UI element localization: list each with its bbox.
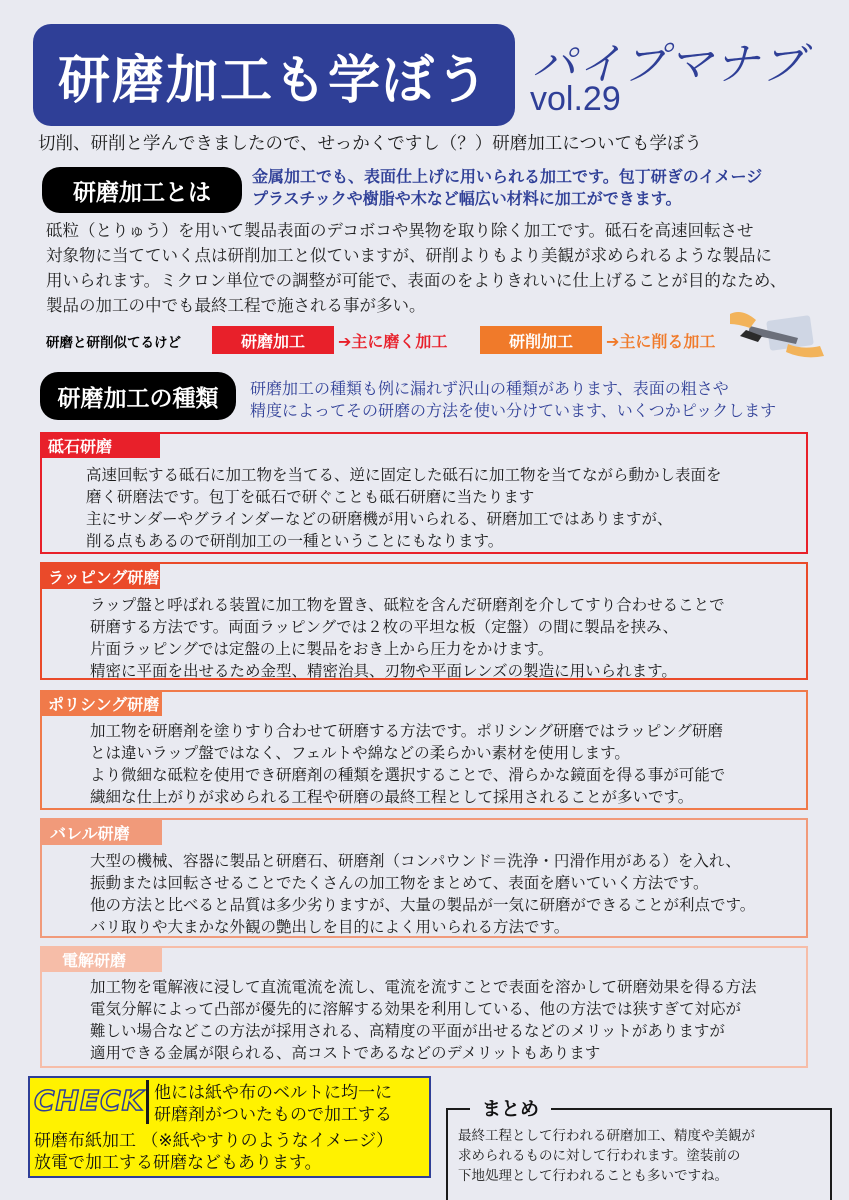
summary-line: 下地処理として行われることも多いですね。 [458, 1168, 728, 1184]
page-title: 研磨加工も学ぼう [57, 50, 490, 111]
method-line: 大型の機械、容器に製品と研磨石、研磨剤（コンパウンド＝洗浄・円滑作用がある）を入れ、 [90, 852, 741, 870]
method-line: 難しい場合などこの方法が採用される、高精度の平面が出せるなどのメリットがありますが [90, 1022, 725, 1040]
summary-body [458, 1126, 755, 1186]
section-heading-what-is: 研磨加工とは [42, 167, 242, 213]
method-body-electrolytic [90, 976, 757, 1064]
body-line: 用いられます。ミクロン単位での調整が可能で、表面のをよりきれいに仕上げることが目的なため、 [46, 271, 787, 290]
method-line: ラップ盤と呼ばれる装置に加工物を置き、砥粒を含んだ研磨剤を介してすり合わせることで [90, 596, 725, 614]
types-note-line: 精度によってその研磨の方法を使い分けています、いくつかピックします [250, 401, 777, 420]
method-label-polishing: ポリシング研磨 [40, 690, 162, 716]
what-is-body [46, 218, 786, 318]
check-text-right [154, 1082, 392, 1126]
title-banner [33, 24, 515, 126]
summary-line: 求められるものに対して行われます。塗装前の [458, 1148, 741, 1164]
body-line: 製品の加工の中でも最終工程で施される事が多い。 [46, 296, 426, 315]
body-line: 砥粒（とりゅう）を用いて製品表面のデコボコや異物を取り除く加工です。砥石を高速回転させ [46, 221, 754, 240]
summary-line: 最終工程として行われる研磨加工、精度や美観が [458, 1128, 755, 1144]
compare-lead-text: 研磨と研削似てるけど [46, 335, 181, 351]
method-line: 他の方法と比べると品質は多少劣りますが、大量の製品が一気に研磨ができることが利点です。 [90, 896, 756, 914]
method-line: 繊細な仕上がりが求められる工程や研磨の最終工程として採用されることが多いです。 [90, 788, 694, 806]
kensaku-description: ➔主に削る加工 [606, 331, 716, 351]
summary-title: まとめ [470, 1094, 551, 1121]
kenma-tag: 研磨加工 [212, 326, 334, 354]
types-note [250, 378, 776, 422]
method-body-toishi [86, 464, 722, 552]
volume-number: vol.29 [530, 80, 621, 118]
what-is-note-line: プラスチックや樹脂や木など幅広い材料に加工ができます。 [252, 189, 682, 208]
method-label-barrel: バレル研磨 [42, 819, 162, 845]
method-label-lapping: ラッピング研磨 [40, 563, 160, 589]
kenma-description: ➔主に磨く加工 [338, 331, 448, 351]
intro-text: 切削、研削と学んできましたので、せっかくですし（？）研磨加工についても学ぼう [38, 134, 702, 154]
compare-row [46, 326, 181, 356]
method-label-electrolytic: 電解研磨 [42, 946, 162, 972]
method-line: 片面ラッピングでは定盤の上に製品をおき上から圧力をかけます。 [90, 640, 554, 658]
method-line: 主にサンダーやグラインダーなどの研磨機が用いられる、研磨加工ではありますが、 [86, 510, 673, 528]
method-line: 磨く研磨法です。包丁を砥石で研ぐことも砥石研磨に当たります [86, 488, 535, 506]
check-text-bottom [34, 1130, 393, 1174]
method-line: とは違いラップ盤ではなく、フェルトや綿などの柔らかい素材を使用します。 [90, 744, 630, 762]
method-line: 適用できる金属が限られる、高コストであるなどのデメリットもあります [90, 1044, 601, 1062]
check-line: 他には紙や布のベルトに均一に [154, 1083, 392, 1103]
method-line: より微細な砥粒を使用でき研磨剤の種類を選択することで、滑らかな鏡面を得る事が可能で [90, 766, 726, 784]
series-name: パイプマナブ [532, 39, 807, 90]
method-body-polishing [90, 720, 725, 808]
method-line: 研磨する方法です。両面ラッピングでは２枚の平坦な板（定盤）の間に製品を挟み、 [90, 618, 679, 636]
check-divider [146, 1080, 149, 1124]
body-line: 対象物に当てていく点は研削加工と似ていますが、研削よりもより美観が求められるような製品に [46, 246, 772, 265]
method-body-barrel [90, 850, 755, 938]
check-line: 放電で加工する研磨などもあります。 [34, 1153, 322, 1173]
method-line: 加工物を電解液に浸して直流電流を流し、電流を流すことで表面を溶かして研磨効果を得る方法 [90, 978, 757, 996]
method-label-toishi: 砥石研磨 [40, 432, 160, 458]
check-logo: CHECK [34, 1084, 145, 1117]
kensaku-tag: 研削加工 [480, 326, 602, 354]
what-is-note [252, 166, 762, 210]
method-line: 削る点もあるので研削加工の一種ということにもなります。 [86, 532, 504, 550]
method-line: 電気分解によって凸部が優先的に溶解する効果を利用している、他の方法では狭すぎて対応が [90, 1000, 742, 1018]
method-body-lapping [90, 594, 725, 682]
method-line: 振動または回転させることでたくさんの加工物をまとめて、表面を磨いていく方法です。 [90, 874, 709, 892]
types-note-line: 研磨加工の種類も例に漏れず沢山の種類があります、表面の粗さや [250, 379, 729, 398]
check-line: 研磨布紙加工 （※紙やすりのようなイメージ） [34, 1131, 394, 1151]
knife-sharpening-icon [728, 290, 828, 370]
method-line: 加工物を研磨剤を塗りすり合わせて研磨する方法です。ポリシング研磨ではラッピング研磨 [90, 722, 723, 740]
section-heading-types: 研磨加工の種類 [40, 372, 236, 420]
method-line: バリ取りや大まかな外観の艶出しを目的によく用いられる方法です。 [90, 918, 570, 936]
method-line: 高速回転する砥石に加工物を当てる、逆に固定した砥石に加工物を当てながら動かし表面を [86, 466, 722, 484]
what-is-note-line: 金属加工でも、表面仕上げに用いられる加工です。包丁研ぎのイメージ [252, 167, 763, 186]
check-line: 研磨剤がついたもので加工する [154, 1105, 392, 1125]
method-line: 精密に平面を出せるため金型、精密治具、刃物や平面レンズの製造に用いられます。 [90, 662, 677, 680]
